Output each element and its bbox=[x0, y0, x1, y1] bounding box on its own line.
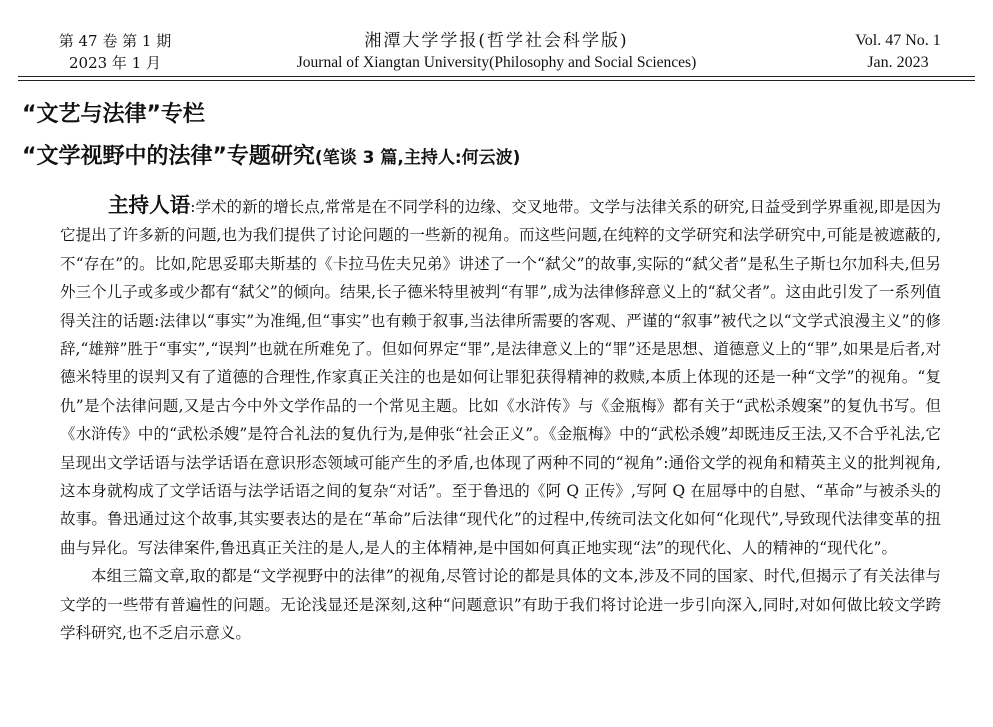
volume-issue-en: Vol. 47 No. 1 bbox=[855, 32, 941, 49]
header-rule-thin bbox=[18, 80, 975, 81]
paragraph-1-text: 学术的新的增长点,常常是在不同学科的边缘、交叉地带。文学与法律关系的研究,日益受到学界重视,即是因为它提出了许多新的问题,也为我们提供了讨论问题的一些新的视角。而这些问题,在纯粹的文学研究和法学研究中,可能是被遮蔽的,不“存在”的。比如,陀思妥耶夫斯基的《卡拉马佐夫兄弟》讲述了一个“弑父”的故事,实际的“弑父者”是私生子斯乜尔加科夫,但另外三个儿子或多或少都有“弑父”的倾向。结果,长子德米特里被判“有罪”,成为法律修辞意义上的“弑父者”。这由此引发了一系列值得关注的话题:法律以“事实”为准绳,但“事实”也有赖于叙事,当法律所需要的客观、严谨的“叙事”被代之以“文学式浪漫主义”的修辞,“雄辩”胜于“事实”,“误判”也就在所难免了。但如何界定“罪”,是法律意义上的“罪”还是思想、道德意义上的“罪”,如果是后者,对德米特里的误判又有了道德的合理性,作家真正关注的也是如何让罪犯获得精神的救赎,本质上体现的还是一种“文学”的视角。“复仇”是个法律问题,又是古今中外文学作品的一个常见主题。比如《水浒传》与《金瓶梅》都有关于“武松杀嫂案”的复仇书写。但《水浒传》中的“武松杀嫂”是符合礼法的复仇行为,是伸张“社会正义”。《金瓶梅》中的“武松杀嫂”却既违反王法,又不合乎礼法,它呈现出文学话语与法学话语在意识形态领域可能产生的矛盾,也体现了两种不同的“视角”:通俗文学的视角和精英主义的批判视角,这本身就构成了文学话语与法学话语之间的复杂“对话”。至于鲁迅的《阿 Q 正传》,写阿 Q 在屈辱中的自慰、“革命”与被杀头的故事。鲁迅通过这个故事,其实要表达的是在“革命”后法律“现代化”的过程中,传统司法文化如何“化现代”,导致现代法律变革的扭曲与异化。写法律案件,鲁迅真正关注的是人,是人的主体精神,是中国如何真正地实现“法”的现代化、人的精神的“现代化”。 bbox=[60, 198, 941, 557]
paragraph-2: 本组三篇文章,取的都是“文学视野中的法律”的视角,尽管讨论的都是具体的文本,涉及不同的国家、时代,但揭示了有关法律与文学的一些带有普遍性的问题。无论浅显还是深刻,这种“问题意识”有助于我们将讨论进一步引向深入,同时,对如何做比较文学跨学科研究,也不乏启示意义。 bbox=[60, 567, 941, 643]
topic-note: (笔谈 3 篇,主持人:何云波) bbox=[314, 148, 521, 168]
journal-header bbox=[0, 0, 993, 80]
paragraph-1 bbox=[60, 191, 941, 562]
journal-title-en: Journal of Xiangtan University(Philosophy and Social Sciences) bbox=[296, 54, 697, 71]
host-colon: : bbox=[190, 198, 196, 216]
issue-info-en bbox=[823, 30, 973, 74]
article-body bbox=[60, 191, 941, 648]
topic-title bbox=[22, 142, 520, 173]
issue-info bbox=[40, 30, 190, 74]
volume-issue-cn: 第 47 卷 第 1 期 bbox=[58, 32, 172, 50]
journal-title-block bbox=[240, 30, 753, 74]
journal-title-cn: 湘潭大学学报(哲学社会科学版) bbox=[364, 31, 629, 51]
column-title: “文艺与法律”专栏 bbox=[22, 102, 205, 127]
date-cn: 2023 年 1 月 bbox=[68, 54, 162, 72]
topic-title-main: “文学视野中的法律”专题研究 bbox=[22, 144, 315, 169]
date-en: Jan. 2023 bbox=[867, 54, 929, 71]
host-label: 主持人语 bbox=[108, 193, 191, 217]
header-rule-thick bbox=[18, 76, 975, 77]
